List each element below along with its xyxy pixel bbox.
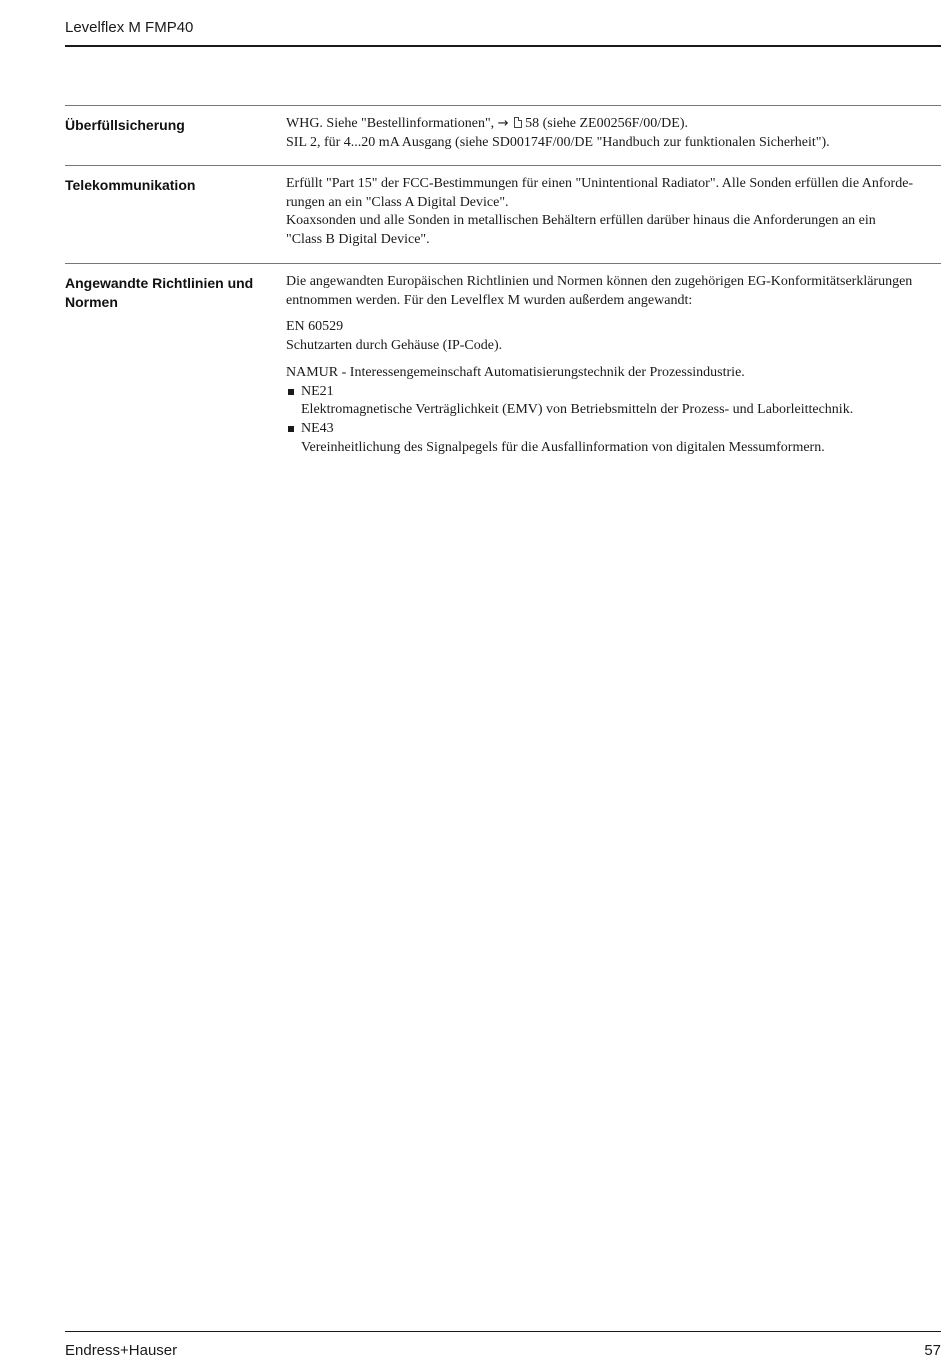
standard-description: Schutzarten durch Gehäuse (IP-Code).: [286, 338, 503, 354]
body-line: "Class B Digital Device".: [286, 232, 430, 248]
list-item: NE43 Vereinheitlichung des Signalpegels für die Ausfallinformation von digitalen Messumformern.: [286, 420, 941, 457]
section-label: Telekommunikation: [65, 177, 196, 193]
section-telekommunikation: [65, 165, 941, 264]
section-body: [286, 115, 941, 152]
section-ueberfuellsicherung: [65, 105, 941, 166]
section-label: Überfüllsicherung: [65, 117, 185, 133]
page-header: [65, 16, 941, 47]
body-line: SIL 2, für 4...20 mA Ausgang (siehe SD00174F/00/DE "Handbuch zur funktionalen Sicherheit").: [286, 134, 830, 150]
arrow-icon: →: [497, 116, 509, 131]
document-title: Levelflex M FMP40: [65, 19, 194, 36]
namur-title: NAMUR - Interessengemeinschaft Automatisierungstechnik der Prozessindustrie.: [286, 364, 745, 380]
section-body: [286, 175, 941, 250]
bullet-square-icon: [288, 389, 294, 395]
page-number: 57: [924, 1342, 941, 1359]
section-label: Angewandte Richtlinien und Normen: [65, 275, 254, 310]
body-line: WHG. Siehe "Bestellinformationen", → 58 (siehe ZE00256F/00/DE).: [286, 116, 688, 131]
list-item: NE21 Elektromagnetische Verträglichkeit (EMV) von Betriebsmitteln der Prozess- und Laborleittechnik.: [286, 383, 941, 420]
page-reference-icon: [514, 117, 522, 128]
body-line: entnommen werden. Für den Levelflex M wurden außerdem angewandt:: [286, 292, 693, 308]
body-line: Erfüllt "Part 15" der FCC-Bestimmungen für einen "Unintentional Radiator". Alle Sonden erfüllen die Anforde-: [286, 176, 914, 191]
body-line: Die angewandten Europäischen Richtlinien und Normen können den zugehörigen EG-Konformitätserklärungen: [286, 274, 913, 289]
bullet-square-icon: [288, 426, 294, 432]
namur-list: [286, 383, 941, 458]
standard-code: EN 60529: [286, 319, 344, 335]
section-body: [286, 273, 941, 457]
body-line: Koaxsonden und alle Sonden in metallischen Behältern erfüllen darüber hinaus die Anforderungen an ein: [286, 213, 876, 229]
company-name: Endress+Hauser: [65, 1342, 178, 1359]
page-footer: [65, 1331, 941, 1362]
body-line: rungen an ein "Class A Digital Device".: [286, 194, 509, 210]
section-richtlinien-normen: [65, 263, 941, 474]
